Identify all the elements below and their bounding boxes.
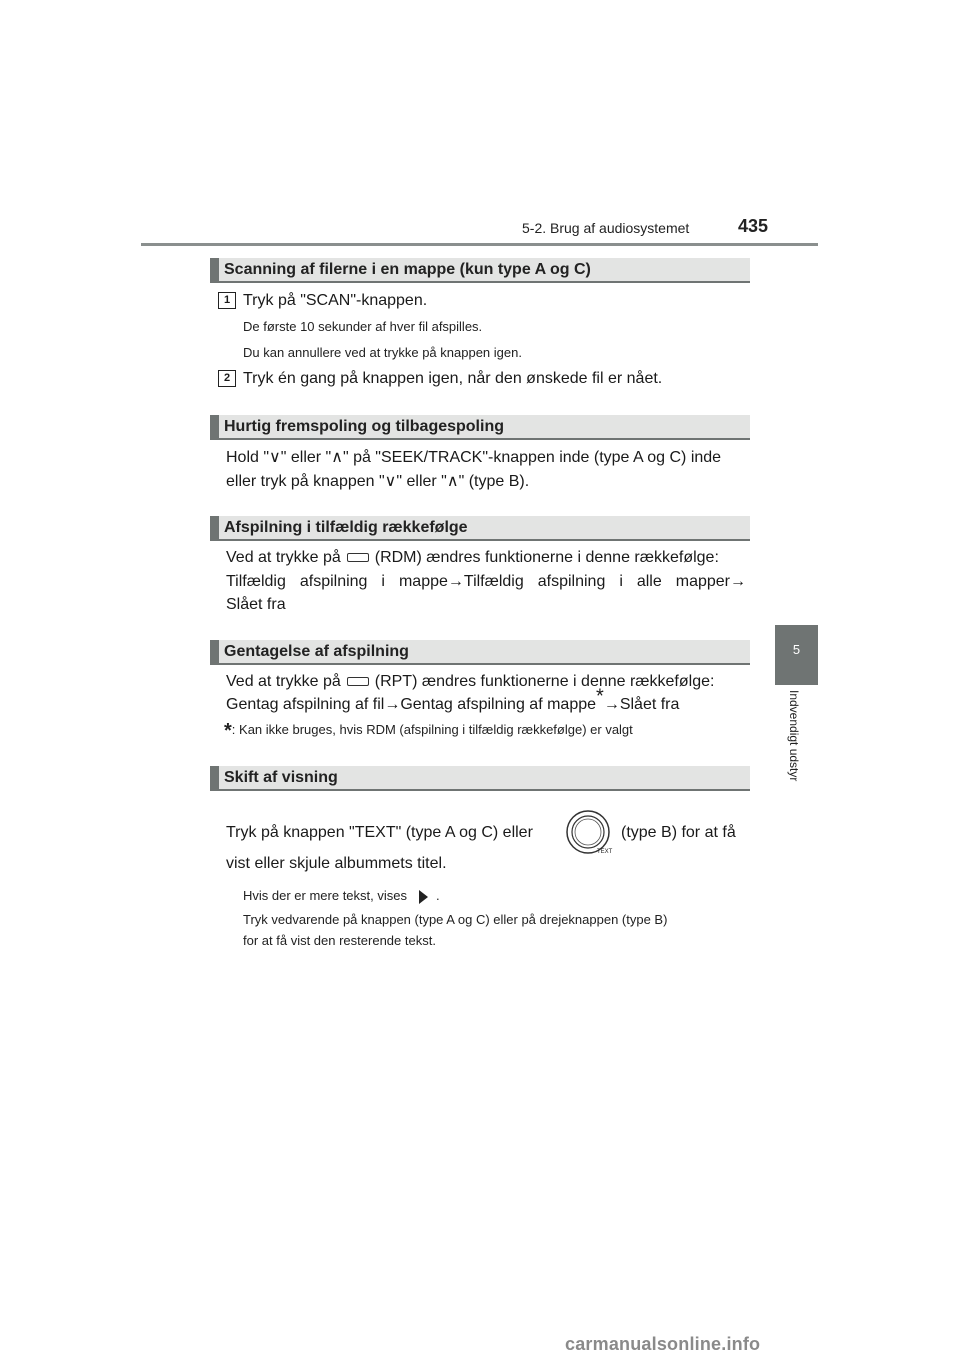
repeat-line-2 <box>226 685 746 717</box>
repeat-asterisk: * <box>596 685 604 708</box>
step-2-text: Tryk én gang på knappen igen, når den ønskede fil er nået. <box>243 370 663 387</box>
display-note-1-start: Hvis der er mere tekst, vises <box>243 888 407 903</box>
watermark: carmanualsonline.info <box>565 1334 761 1354</box>
display-note-1 <box>243 888 440 904</box>
knob-label: TEXT <box>597 849 613 855</box>
step-number-1: 1 <box>218 292 236 309</box>
random-line-1-end: (RDM) ændres funktionerne i denne rækkefølge: <box>374 549 719 566</box>
random-line-2: Tilfældig afspilning i mappe→Tilfældig afspilning i alle mapper→ <box>226 573 746 590</box>
footnote-text: : Kan ikke bruges, hvis RDM (afspilning i tilfældig rækkefølge) er valgt <box>231 722 633 737</box>
step-number-2: 2 <box>218 370 236 387</box>
display-line-2: vist eller skjule albummets titel. <box>226 855 447 872</box>
repeat-line-1 <box>226 670 746 694</box>
random-line-1 <box>226 546 746 570</box>
right-arrow-icon <box>419 890 428 904</box>
display-note-1-end: . <box>436 888 440 903</box>
repeat-footnote <box>224 720 633 743</box>
step-1-note-1: De første 10 sekunder af hver fil afspilles. <box>243 319 483 334</box>
header-section-title: 5-2. Brug af audiosystemet <box>522 220 690 236</box>
text-knob-icon <box>564 808 614 858</box>
fastforward-line-2: eller tryk på knappen "∨" eller "∧" (type B). <box>226 473 530 490</box>
section-heading-fastforward: Hurtig fremspoling og tilbagespoling <box>210 415 750 440</box>
section-heading-scanning: Scanning af filerne i en mappe (kun type A og C) <box>210 258 750 283</box>
repeat-line-1-start: Ved at trykke på <box>226 673 341 690</box>
repeat-line-2-end: →Slået fra <box>603 696 680 713</box>
chapter-label: Indvendigt udstyr <box>787 690 801 782</box>
fastforward-line-1: Hold "∨" eller "∧" på "SEEK/TRACK"-knappen inde (type A og C) inde <box>226 449 722 466</box>
header-rule <box>141 243 818 246</box>
repeat-line-1-end: (RPT) ændres funktionerne i denne rækkefølge: <box>374 673 715 690</box>
step-1-text: Tryk på "SCAN"-knappen. <box>243 292 428 309</box>
rpt-button-icon <box>347 677 369 686</box>
footnote-asterisk: * <box>224 720 232 742</box>
chapter-tab: 5 <box>775 625 818 685</box>
display-line-1-start: Tryk på knappen "TEXT" (type A og C) eller <box>226 824 533 841</box>
rdm-button-icon <box>347 553 369 562</box>
repeat-line-2-start: Gentag afspilning af fil→Gentag afspilning af mappe <box>226 696 597 713</box>
page-number: 435 <box>738 216 769 236</box>
random-line-1-start: Ved at trykke på <box>226 549 341 566</box>
display-line-1-end: (type B) for at få <box>621 824 736 841</box>
section-heading-random: Afspilning i tilfældig rækkefølge <box>210 516 750 541</box>
random-line-3: Slået fra <box>226 596 286 613</box>
display-note-3: for at få vist den resterende tekst. <box>243 933 436 948</box>
section-heading-repeat: Gentagelse af afspilning <box>210 640 750 665</box>
section-heading-display: Skift af visning <box>210 766 750 791</box>
display-note-2: Tryk vedvarende på knappen (type A og C) eller på drejeknappen (type B) <box>243 912 668 927</box>
step-1-note-2: Du kan annullere ved at trykke på knappen igen. <box>243 345 522 360</box>
